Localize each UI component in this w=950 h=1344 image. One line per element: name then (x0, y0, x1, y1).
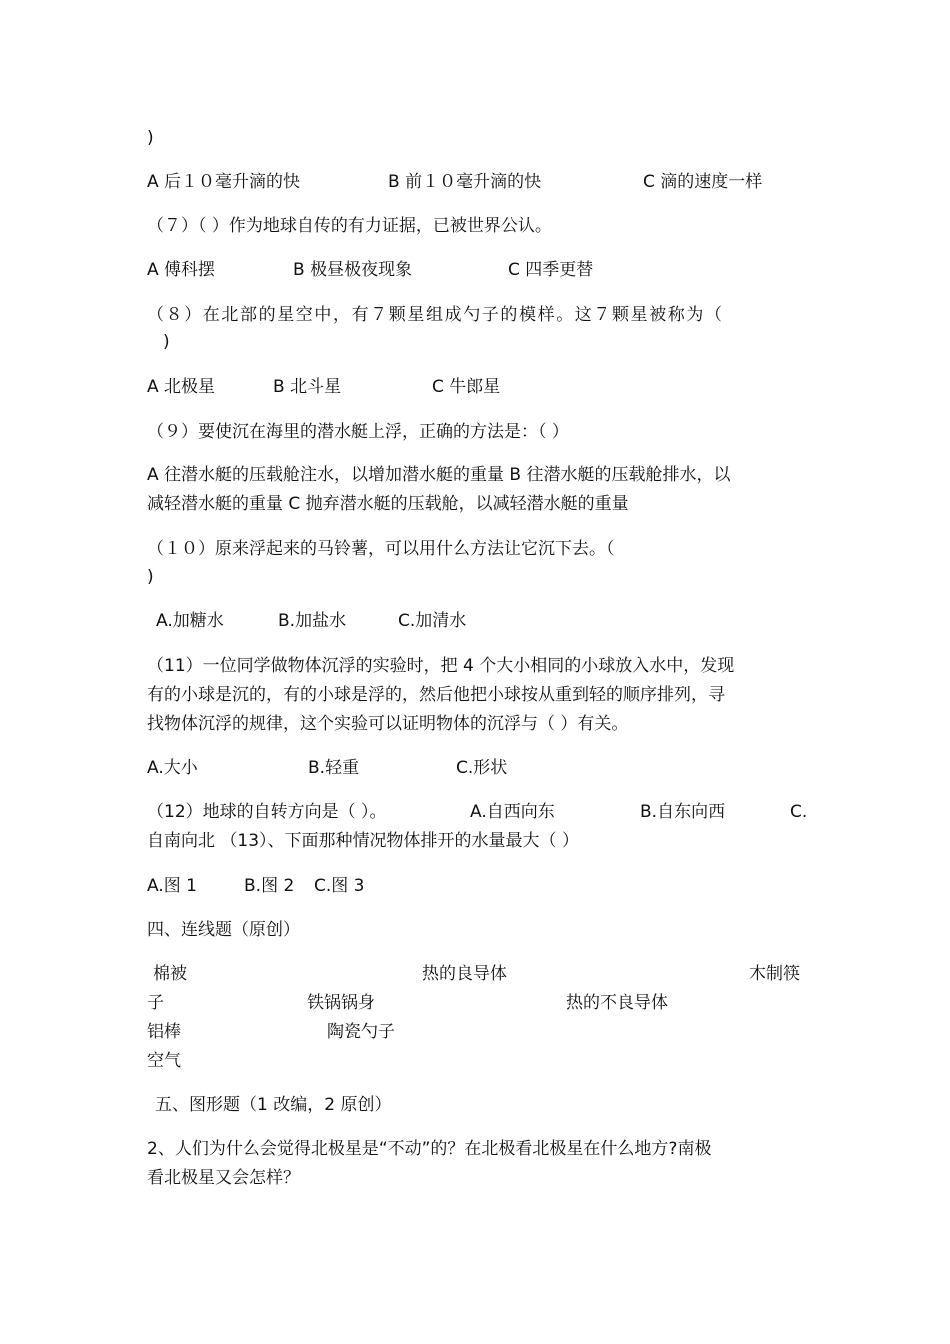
q7-question: （７）（ ）作为地球自传的有力证据，已被世界公认。 (147, 216, 552, 236)
q11-option-c: C.形状 (456, 758, 508, 778)
q6-option-b: B 前１０毫升滴的快 (388, 172, 542, 192)
q8-option-b: B 北斗星 (273, 377, 342, 397)
q9-options-line1: A 往潜水艇的压载舱注水，以增加潜水艇的重量 B 往潜水艇的压载舱排水，以 (147, 465, 731, 485)
match-item-spoon: 陶瓷勺子 (327, 1022, 395, 1042)
q10-option-c: C.加清水 (398, 611, 467, 631)
q12-option-c-start: C. (790, 802, 808, 822)
match-item-air: 空气 (147, 1051, 181, 1071)
section-5-title: 五、图形题（1 改编，2 原创） (155, 1095, 392, 1115)
q8-question-line2: ) (163, 332, 170, 352)
q9-options-line2: 减轻潜水艇的重量 C 抛弃潜水艇的压载舱，以减轻潜水艇的重量 (147, 494, 629, 514)
q10-question-line2: ) (147, 567, 154, 587)
q13-option-a: A.图 1 (147, 876, 197, 896)
section-5-q2-line2: 看北极星又会怎样？ (147, 1168, 300, 1188)
q6-option-c: C 滴的速度一样 (643, 172, 763, 192)
q10-option-b: B.加盐水 (278, 611, 347, 631)
q11-question-line3: 找物体沉浮的规律，这个实验可以证明物体的沉浮与（ ）有关。 (147, 714, 629, 734)
q12-option-b: B.自东向西 (640, 802, 726, 822)
q9-question: （９）要使沉在海里的潜水艇上浮，正确的方法是：（ ） (147, 422, 569, 442)
q7-option-b: B 极昼极夜现象 (293, 260, 413, 280)
q12-question: （12）地球的自转方向是（ ）。 (147, 802, 387, 822)
q10-question-line1: （１０）原来浮起来的马铃薯，可以用什么方法让它沉下去。（ (147, 539, 615, 559)
q13-option-b: B.图 2 (244, 876, 295, 896)
match-item-poor-conductor: 热的不良导体 (566, 993, 668, 1013)
match-item-chopsticks-start: 木制筷 (749, 964, 800, 984)
q6-option-a: A 后１０毫升滴的快 (147, 172, 301, 192)
q7-option-a: A 傅科摆 (147, 260, 216, 280)
match-item-wok: 铁锅锅身 (307, 993, 375, 1013)
q10-option-a: A.加糖水 (156, 611, 224, 631)
q8-question-line1: （８）在北部的星空中，有７颗星组成勺子的模样。这７颗星被称为（ (147, 305, 724, 325)
q12-option-a: A.自西向东 (470, 802, 555, 822)
q8-option-a: A 北极星 (147, 377, 216, 397)
q8-option-c: C 牛郎星 (432, 377, 501, 397)
q11-question-line1: （11）一位同学做物体沉浮的实验时，把 4 个大小相同的小球放入水中，发现 (147, 656, 735, 676)
q11-option-a: A.大小 (147, 758, 198, 778)
q6-tail: ) (147, 128, 154, 148)
q13-option-c: C.图 3 (314, 876, 365, 896)
q11-option-b: B.轻重 (308, 758, 360, 778)
match-item-chopsticks-end: 子 (147, 993, 164, 1013)
q12-q13-line: 自南向北 （13）、下面那种情况物体排开的水量最大（ ） (147, 831, 579, 851)
q7-option-c: C 四季更替 (508, 260, 594, 280)
q11-question-line2: 有的小球是沉的，有的小球是浮的，然后他把小球按从重到轻的顺序排列，寻 (147, 685, 725, 705)
match-item-good-conductor: 热的良导体 (422, 964, 507, 984)
section-4-title: 四、连线题（原创） (147, 920, 300, 940)
match-item-aluminum: 铝棒 (147, 1022, 181, 1042)
section-5-q2-line1: 2、人们为什么会觉得北极星是“不动”的？在北极看北极星在什么地方?南极 (147, 1139, 712, 1159)
match-item-mianbei: 棉被 (153, 964, 187, 984)
